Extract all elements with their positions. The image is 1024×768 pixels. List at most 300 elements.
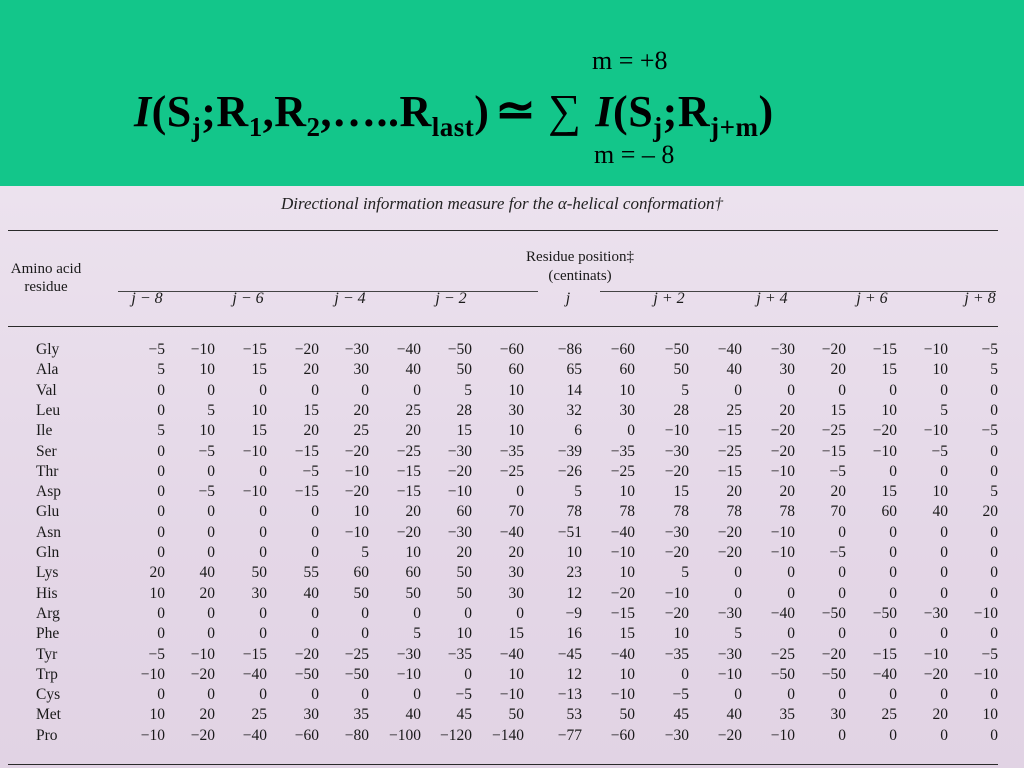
table-cell: −30 bbox=[664, 523, 689, 541]
table-cell: 45 bbox=[456, 706, 472, 724]
table-header-rule bbox=[8, 326, 998, 327]
table-cell: −40 bbox=[242, 726, 267, 744]
table-cell: 55 bbox=[303, 564, 319, 582]
table-cell: −20 bbox=[664, 544, 689, 561]
table-cell: 5 bbox=[361, 544, 369, 561]
table-cell: 28 bbox=[456, 401, 472, 419]
table-caption: Directional information measure for the α-helical conformation† bbox=[280, 194, 724, 213]
residue-name: Ile bbox=[36, 422, 53, 440]
table-cell: 5 bbox=[990, 361, 998, 379]
table-cell: −10 bbox=[664, 422, 689, 440]
table-cell: −86 bbox=[557, 341, 582, 358]
table-cell: 0 bbox=[990, 726, 998, 744]
table-cell: 0 bbox=[157, 523, 165, 541]
table-cell: −10 bbox=[190, 341, 215, 358]
formula-text: ,R bbox=[262, 87, 307, 136]
table-cell: −50 bbox=[821, 604, 846, 622]
table-cell: −15 bbox=[396, 483, 421, 501]
scanned-table bbox=[0, 186, 1024, 768]
table-cell: 30 bbox=[508, 584, 524, 602]
table-cell: −15 bbox=[610, 604, 635, 622]
position-header: j + 8 bbox=[964, 290, 996, 307]
table-cell: −15 bbox=[821, 442, 846, 460]
residue-name: Asn bbox=[36, 523, 61, 541]
table-cell: 0 bbox=[889, 381, 897, 399]
table-cell: −30 bbox=[770, 341, 795, 358]
formula-rhs-I: I bbox=[595, 87, 614, 136]
table-cell: 50 bbox=[673, 361, 689, 379]
table-cell: 5 bbox=[413, 625, 421, 643]
formula-lhs-I: I bbox=[134, 87, 152, 136]
table-cell: 50 bbox=[456, 584, 472, 602]
table-cell: −80 bbox=[344, 726, 369, 744]
table-cell: 10 bbox=[353, 503, 369, 521]
table-cell: 15 bbox=[456, 422, 472, 440]
table-cell: 0 bbox=[361, 686, 369, 704]
table-cell: 0 bbox=[838, 726, 846, 744]
table-cell: 0 bbox=[157, 483, 165, 501]
residue-name: Arg bbox=[36, 604, 60, 622]
table-cell: −40 bbox=[396, 341, 421, 358]
table-cell: 10 bbox=[932, 361, 948, 379]
table-cell: 30 bbox=[619, 401, 635, 419]
table-cell: 20 bbox=[508, 544, 524, 561]
table-cell: 78 bbox=[566, 503, 582, 521]
table-cell: 0 bbox=[157, 544, 165, 561]
table-cell: 0 bbox=[207, 462, 215, 480]
table-cell: −20 bbox=[447, 462, 472, 480]
table-cell: 78 bbox=[619, 503, 635, 521]
table-cell: 5 bbox=[464, 381, 472, 399]
table-cell: 0 bbox=[889, 686, 897, 704]
table-cell: −50 bbox=[664, 341, 689, 358]
table-cell: −25 bbox=[499, 462, 524, 480]
table-cell: 10 bbox=[619, 564, 635, 582]
table-cell: −5 bbox=[198, 442, 215, 460]
table-cell: 10 bbox=[566, 544, 582, 561]
header-line: (centinats) bbox=[548, 268, 612, 284]
table-cell: 10 bbox=[199, 422, 215, 440]
table-cell: 0 bbox=[207, 625, 215, 643]
position-header: j bbox=[565, 290, 571, 307]
table-cell: −40 bbox=[499, 523, 524, 541]
table-cell: 0 bbox=[207, 503, 215, 521]
table-cell: 0 bbox=[889, 726, 897, 744]
table-cell: 0 bbox=[940, 686, 948, 704]
table-cell: 0 bbox=[990, 381, 998, 399]
table-cell: 0 bbox=[259, 381, 267, 399]
table-cell: 20 bbox=[303, 422, 319, 440]
table-cell: 0 bbox=[157, 401, 165, 419]
table-cell: 40 bbox=[303, 584, 319, 602]
table-cell: −50 bbox=[447, 341, 472, 358]
table-cell: 0 bbox=[734, 564, 742, 582]
header-underline-left bbox=[118, 291, 538, 292]
table-cell: 5 bbox=[574, 483, 582, 501]
table-cell: −15 bbox=[242, 645, 267, 663]
table-cell: −35 bbox=[610, 442, 635, 460]
table-cell: 50 bbox=[353, 584, 369, 602]
table-cell: −15 bbox=[294, 483, 319, 501]
table-cell: −40 bbox=[717, 341, 742, 358]
table-cell: 10 bbox=[456, 625, 472, 643]
table-cell: 0 bbox=[259, 462, 267, 480]
formula-text: (S bbox=[151, 87, 192, 136]
table-cell: 78 bbox=[726, 503, 742, 521]
table-cell: 53 bbox=[566, 706, 582, 724]
table-cell: 30 bbox=[779, 361, 795, 379]
table-cell: 10 bbox=[149, 584, 165, 602]
table-cell: 0 bbox=[889, 564, 897, 582]
table-cell: −30 bbox=[344, 341, 369, 358]
table-cell: 0 bbox=[990, 564, 998, 582]
table-cell: 0 bbox=[838, 564, 846, 582]
table-cell: −40 bbox=[872, 665, 897, 683]
header-line: Residue position‡ bbox=[526, 249, 634, 265]
table-cell: −25 bbox=[821, 422, 846, 440]
table-cell: −5 bbox=[148, 645, 165, 663]
table-cell: 0 bbox=[734, 686, 742, 704]
table-cell: 0 bbox=[311, 523, 319, 541]
table-cell: 10 bbox=[405, 544, 421, 561]
table-cell: 0 bbox=[207, 544, 215, 561]
table-cell: −10 bbox=[770, 523, 795, 541]
table-cell: −10 bbox=[499, 686, 524, 704]
residue-name: Val bbox=[36, 381, 57, 399]
table-cell: 10 bbox=[881, 401, 897, 419]
formula-text: ) bbox=[758, 87, 774, 136]
position-header: j + 6 bbox=[856, 290, 888, 307]
table-cell: 20 bbox=[149, 564, 165, 582]
table-cell: 0 bbox=[207, 686, 215, 704]
table-cell: −45 bbox=[557, 645, 582, 663]
table-cell: −20 bbox=[190, 665, 215, 683]
formula-text: ,…..R bbox=[320, 87, 432, 136]
table-cell: 5 bbox=[940, 401, 948, 419]
table-cell: 40 bbox=[726, 706, 742, 724]
table-cell: 0 bbox=[207, 523, 215, 541]
table-cell: 0 bbox=[787, 584, 795, 602]
formula-subscript: 1 bbox=[248, 112, 263, 142]
table-cell: 10 bbox=[982, 706, 998, 724]
table-cell: −40 bbox=[610, 645, 635, 663]
residue-name: Met bbox=[36, 706, 61, 724]
table-cell: 14 bbox=[566, 381, 582, 399]
table-cell: 23 bbox=[566, 564, 582, 582]
table-cell: 40 bbox=[405, 706, 421, 724]
table-cell: −10 bbox=[610, 544, 635, 561]
table-cell: −5 bbox=[829, 462, 846, 480]
table-cell: 0 bbox=[413, 381, 421, 399]
sum-upper-limit: m = +8 bbox=[592, 46, 668, 75]
table-cell: 35 bbox=[353, 706, 369, 724]
table-cell: 0 bbox=[734, 584, 742, 602]
table-cell: −40 bbox=[610, 523, 635, 541]
table-cell: −20 bbox=[664, 462, 689, 480]
table-cell: 0 bbox=[311, 686, 319, 704]
table-cell: −5 bbox=[672, 686, 689, 704]
table-cell: 0 bbox=[838, 381, 846, 399]
table-cell: 0 bbox=[207, 604, 215, 622]
table-cell: 0 bbox=[259, 604, 267, 622]
table-cell: −60 bbox=[610, 341, 635, 358]
table-cell: 0 bbox=[207, 381, 215, 399]
table-cell: −26 bbox=[557, 462, 582, 480]
table-cell: −50 bbox=[821, 665, 846, 683]
table-cell: −5 bbox=[981, 422, 998, 440]
formula-subscript: j bbox=[191, 112, 202, 142]
position-header: j + 2 bbox=[653, 290, 685, 307]
table-cell: 0 bbox=[157, 462, 165, 480]
table-cell: 60 bbox=[881, 503, 897, 521]
residue-name: Tyr bbox=[36, 645, 58, 663]
table-cell: −60 bbox=[610, 726, 635, 744]
table-cell: −20 bbox=[294, 645, 319, 663]
table-cell: 15 bbox=[508, 625, 524, 643]
approx-symbol: ≃ bbox=[495, 84, 537, 137]
table-cell: 50 bbox=[508, 706, 524, 724]
table-cell: −10 bbox=[973, 665, 998, 683]
table-cell: 0 bbox=[889, 462, 897, 480]
table-cell: −20 bbox=[717, 523, 742, 541]
header-line: residue bbox=[24, 279, 68, 295]
table-cell: 10 bbox=[673, 625, 689, 643]
table-cell: −5 bbox=[455, 686, 472, 704]
table-cell: 10 bbox=[619, 665, 635, 683]
table-cell: 0 bbox=[940, 564, 948, 582]
table-cell: 70 bbox=[508, 503, 524, 521]
table-cell: −20 bbox=[664, 604, 689, 622]
table-bottom-rule bbox=[8, 764, 998, 765]
table-cell: 15 bbox=[673, 483, 689, 501]
table-cell: 16 bbox=[566, 625, 582, 643]
table-cell: −35 bbox=[499, 442, 524, 460]
table-cell: 40 bbox=[932, 503, 948, 521]
table-cell: 0 bbox=[157, 442, 165, 460]
formula-text: (S bbox=[613, 87, 654, 136]
table-cell: 50 bbox=[456, 361, 472, 379]
table-cell: −10 bbox=[664, 584, 689, 602]
table-cell: 15 bbox=[303, 401, 319, 419]
table-cell: 0 bbox=[889, 544, 897, 561]
table-cell: 0 bbox=[413, 604, 421, 622]
table-cell: −25 bbox=[610, 462, 635, 480]
table-cell: 0 bbox=[681, 665, 689, 683]
table-cell: 0 bbox=[516, 604, 524, 622]
header-line: Amino acid bbox=[10, 261, 82, 277]
table-cell: 0 bbox=[734, 381, 742, 399]
formula-text: ;R bbox=[201, 87, 249, 136]
table-cell: −20 bbox=[872, 422, 897, 440]
table-cell: 20 bbox=[199, 584, 215, 602]
table-cell: −25 bbox=[770, 645, 795, 663]
table-cell: −5 bbox=[931, 442, 948, 460]
table-cell: 5 bbox=[157, 361, 165, 379]
table-cell: 6 bbox=[574, 422, 582, 440]
table-cell: −10 bbox=[923, 341, 948, 358]
table-cell: 20 bbox=[932, 706, 948, 724]
table-cell: −10 bbox=[344, 462, 369, 480]
table-cell: 0 bbox=[889, 584, 897, 602]
table-cell: −10 bbox=[242, 483, 267, 501]
table-cell: −30 bbox=[664, 726, 689, 744]
table-cell: −15 bbox=[717, 422, 742, 440]
table-cell: 0 bbox=[990, 523, 998, 541]
table-cell: 30 bbox=[251, 584, 267, 602]
table-cell: 0 bbox=[157, 381, 165, 399]
table-cell: −10 bbox=[770, 544, 795, 561]
position-header: j − 2 bbox=[435, 290, 467, 307]
table-cell: −30 bbox=[717, 645, 742, 663]
table-cell: −9 bbox=[565, 604, 582, 622]
table-cell: −30 bbox=[717, 604, 742, 622]
table-cell: 10 bbox=[508, 381, 524, 399]
table-cell: 25 bbox=[726, 401, 742, 419]
table-cell: 20 bbox=[830, 483, 846, 501]
table-cell: 0 bbox=[787, 381, 795, 399]
table-cell: 20 bbox=[779, 483, 795, 501]
table-cell: −10 bbox=[923, 422, 948, 440]
table-cell: 0 bbox=[361, 604, 369, 622]
table-cell: 0 bbox=[464, 665, 472, 683]
table-cell: 0 bbox=[940, 462, 948, 480]
table-cell: −50 bbox=[344, 665, 369, 683]
table-cell: 10 bbox=[932, 483, 948, 501]
table-cell: 10 bbox=[619, 381, 635, 399]
sigma-symbol: ∑ bbox=[548, 85, 582, 136]
table-cell: −10 bbox=[770, 726, 795, 744]
table-cell: 35 bbox=[779, 706, 795, 724]
table-cell: −15 bbox=[396, 462, 421, 480]
table-cell: 20 bbox=[405, 422, 421, 440]
table-cell: −20 bbox=[190, 726, 215, 744]
position-header: j + 4 bbox=[756, 290, 788, 307]
table-cell: 20 bbox=[353, 401, 369, 419]
table-cell: 60 bbox=[508, 361, 524, 379]
table-cell: 25 bbox=[881, 706, 897, 724]
table-cell: 20 bbox=[830, 361, 846, 379]
table-cell: 50 bbox=[456, 564, 472, 582]
table-cell: 0 bbox=[940, 584, 948, 602]
table-cell: 20 bbox=[726, 483, 742, 501]
table-cell: −10 bbox=[396, 665, 421, 683]
residue-name: Ser bbox=[36, 442, 57, 460]
table-cell: 5 bbox=[157, 422, 165, 440]
table-cell: −10 bbox=[610, 686, 635, 704]
table-cell: 20 bbox=[779, 401, 795, 419]
table-cell: 78 bbox=[673, 503, 689, 521]
residue-name: Lys bbox=[36, 564, 59, 582]
table-cell: 25 bbox=[251, 706, 267, 724]
table-cell: 30 bbox=[508, 564, 524, 582]
table-cell: −10 bbox=[344, 523, 369, 541]
table-cell: 20 bbox=[199, 706, 215, 724]
position-header: j − 6 bbox=[232, 290, 264, 307]
table-cell: 0 bbox=[990, 544, 998, 561]
table-cell: 0 bbox=[990, 442, 998, 460]
table-cell: 20 bbox=[456, 544, 472, 561]
table-cell: 12 bbox=[566, 584, 582, 602]
table-cell: 30 bbox=[353, 361, 369, 379]
table-cell: −100 bbox=[389, 726, 421, 744]
table-top-rule bbox=[8, 230, 998, 231]
table-cell: 5 bbox=[681, 564, 689, 582]
table-cell: −10 bbox=[242, 442, 267, 460]
table-cell: 0 bbox=[361, 381, 369, 399]
table-cell: 0 bbox=[259, 523, 267, 541]
table-cell: 0 bbox=[311, 381, 319, 399]
residue-name: Phe bbox=[36, 625, 60, 643]
table-cell: −10 bbox=[973, 604, 998, 622]
table-cell: 0 bbox=[361, 625, 369, 643]
table-cell: −40 bbox=[242, 665, 267, 683]
table-cell: 40 bbox=[199, 564, 215, 582]
table-cell: 0 bbox=[157, 604, 165, 622]
residue-name: Pro bbox=[36, 726, 58, 744]
position-header: j − 4 bbox=[334, 290, 366, 307]
table-cell: −5 bbox=[829, 544, 846, 561]
table-cell: −10 bbox=[140, 726, 165, 744]
table-cell: −5 bbox=[302, 462, 319, 480]
residue-position-header bbox=[470, 248, 690, 286]
table-cell: −30 bbox=[447, 442, 472, 460]
table-cell: 30 bbox=[508, 401, 524, 419]
table-cell: 60 bbox=[353, 564, 369, 582]
table-cell: −40 bbox=[770, 604, 795, 622]
information-formula bbox=[134, 82, 774, 142]
table-cell: −30 bbox=[664, 442, 689, 460]
table-cell: −77 bbox=[557, 726, 582, 744]
table-cell: −5 bbox=[198, 483, 215, 501]
table-cell: −30 bbox=[396, 645, 421, 663]
table-cell: 0 bbox=[516, 483, 524, 501]
table-cell: −50 bbox=[770, 665, 795, 683]
table-cell: 0 bbox=[990, 686, 998, 704]
position-header: j − 8 bbox=[131, 290, 163, 307]
table-cell: 20 bbox=[303, 361, 319, 379]
table-cell: 20 bbox=[405, 503, 421, 521]
table-cell: 15 bbox=[830, 401, 846, 419]
table-cell: 32 bbox=[566, 401, 582, 419]
table-cell: 50 bbox=[619, 706, 635, 724]
table-cell: −30 bbox=[923, 604, 948, 622]
table-cell: −60 bbox=[294, 726, 319, 744]
table-cell: 0 bbox=[259, 686, 267, 704]
table-cell: 15 bbox=[619, 625, 635, 643]
table-cell: 20 bbox=[982, 503, 998, 521]
table-cell: 0 bbox=[311, 544, 319, 561]
table-cell: 65 bbox=[566, 361, 582, 379]
table-cell: −15 bbox=[872, 645, 897, 663]
table-cell: −10 bbox=[447, 483, 472, 501]
table-cell: 0 bbox=[311, 604, 319, 622]
table-cell: 0 bbox=[990, 401, 998, 419]
table-cell: 30 bbox=[303, 706, 319, 724]
formula-subscript: j bbox=[653, 112, 663, 142]
table-cell: −20 bbox=[396, 523, 421, 541]
table-cell: 50 bbox=[251, 564, 267, 582]
table-cell: −60 bbox=[499, 341, 524, 358]
table-cell: 0 bbox=[990, 625, 998, 643]
amino-acid-header bbox=[10, 260, 82, 296]
table-cell: 40 bbox=[726, 361, 742, 379]
formula-banner bbox=[0, 0, 1024, 186]
table-cell: 50 bbox=[405, 584, 421, 602]
table-cell: 5 bbox=[207, 401, 215, 419]
table-cell: −15 bbox=[242, 341, 267, 358]
table-cell: 0 bbox=[157, 625, 165, 643]
table-cell: −20 bbox=[770, 422, 795, 440]
